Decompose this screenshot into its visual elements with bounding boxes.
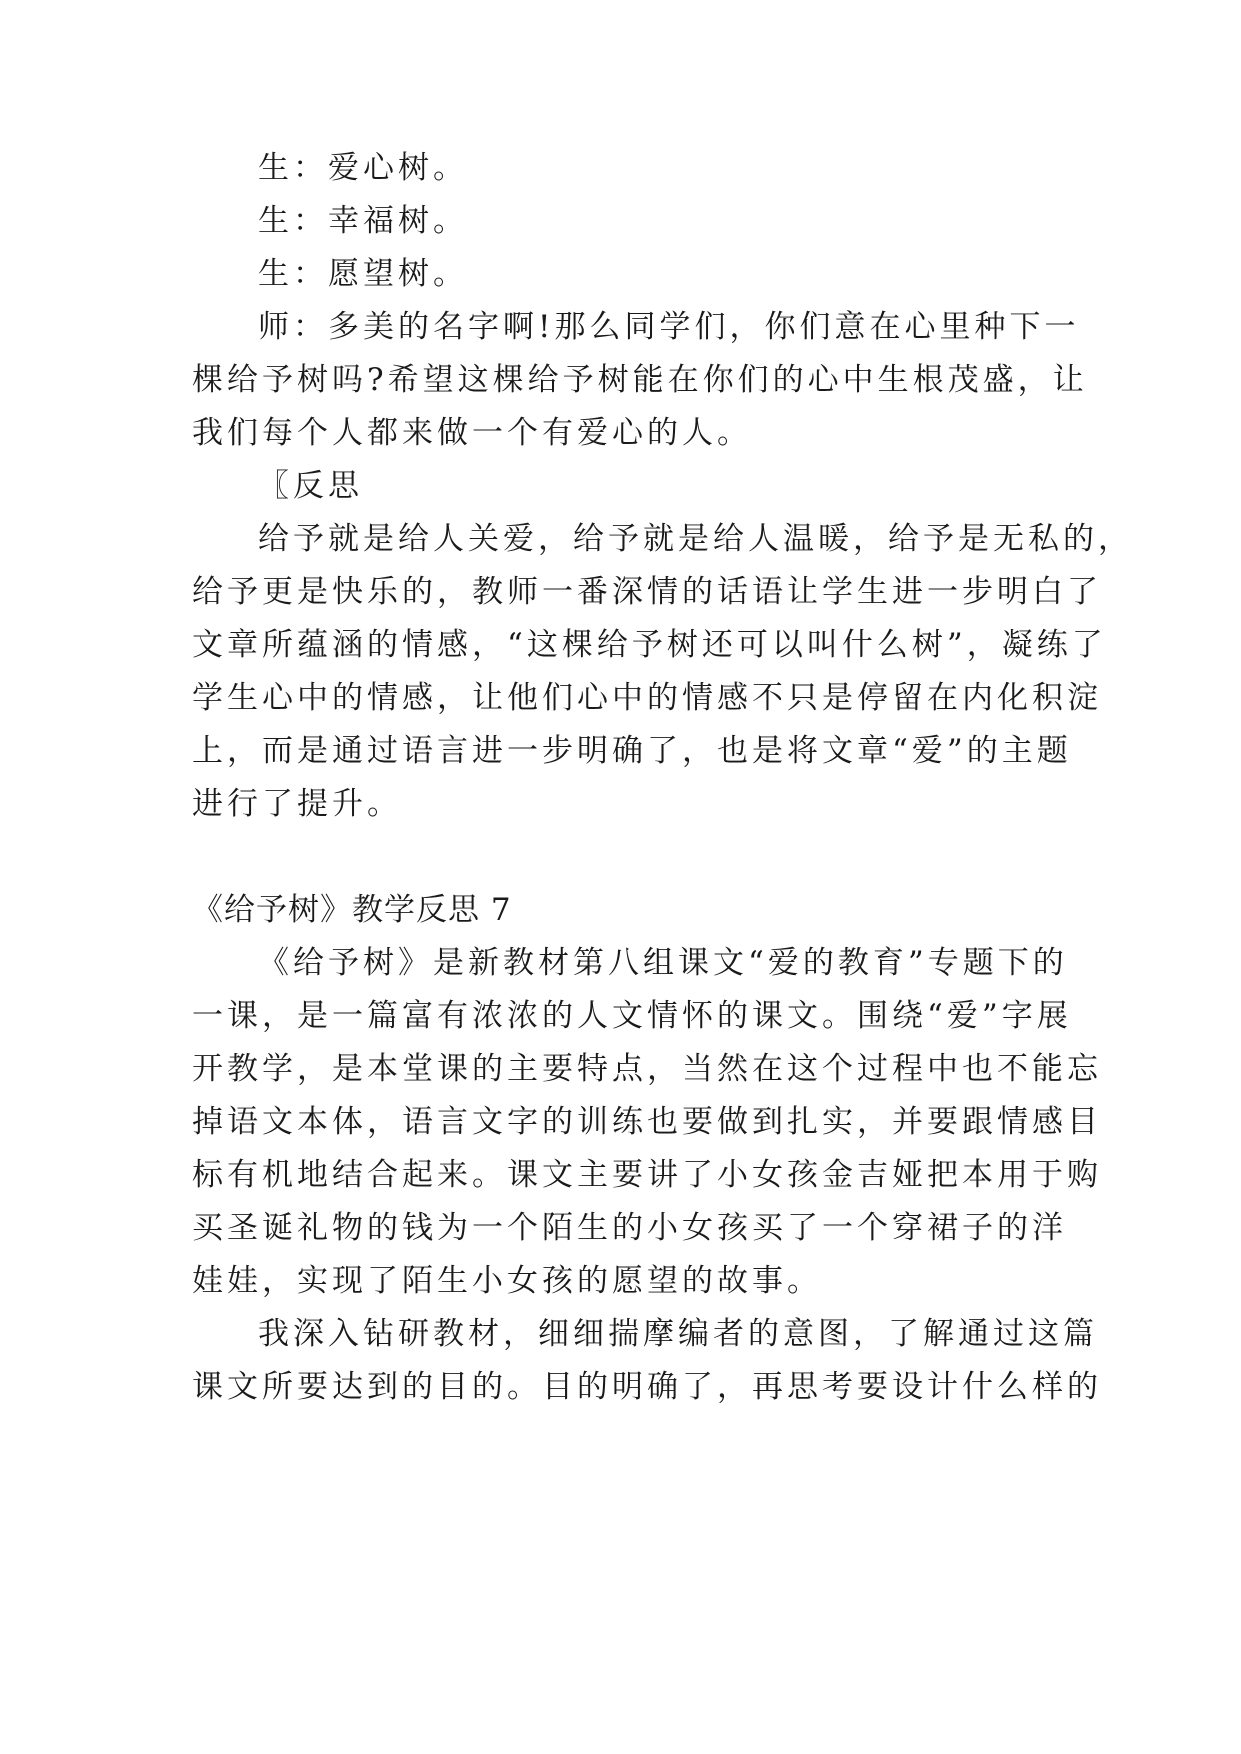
paragraph-line: 给予更是快乐的，教师一番深情的话语让学生进一步明白了 [192,574,1102,610]
dialogue-line: 生：爱心树。 [258,150,468,186]
paragraph-line: 一课，是一篇富有浓浓的人文情怀的课文。围绕“爱”字展 [192,998,1072,1034]
paragraph-line: 文章所蕴涵的情感，“这棵给予树还可以叫什么树”，凝练了 [192,627,1107,663]
paragraph-line: 进行了提升。 [192,786,402,822]
paragraph-line: 我们每个人都来做一个有爱心的人。 [192,415,752,451]
paragraph-line: 买圣诞礼物的钱为一个陌生的小女孩买了一个穿裙子的洋 [192,1210,1067,1246]
dialogue-line: 生：愿望树。 [258,256,468,292]
paragraph-line: 师：多美的名字啊!那么同学们，你们意在心里种下一 [258,309,1080,345]
paragraph-line: 我深入钻研教材，细细揣摩编者的意图，了解通过这篇 [258,1316,1098,1352]
dialogue-line: 生：幸福树。 [258,203,468,239]
paragraph-line: 课文所要达到的目的。目的明确了，再思考要设计什么样的 [192,1369,1102,1405]
paragraph-line: 棵给予树吗?希望这棵给予树能在你们的心中生根茂盛，让 [192,362,1088,398]
section-label: 〖反思 [258,468,363,504]
section-heading: 《给予树》教学反思 7 [192,892,512,928]
paragraph-line: 掉语文本体，语言文字的训练也要做到扎实，并要跟情感目 [192,1104,1102,1140]
paragraph-line: 上，而是通过语言进一步明确了，也是将文章“爱”的主题 [192,733,1072,769]
paragraph-line: 《给予树》是新教材第八组课文“爱的教育”专题下的 [258,945,1068,981]
paragraph-line: 标有机地结合起来。课文主要讲了小女孩金吉娅把本用于购 [192,1157,1102,1193]
paragraph-line: 给予就是给人关爱，给予就是给人温暖，给予是无私的， [258,521,1133,557]
paragraph-line: 学生心中的情感，让他们心中的情感不只是停留在内化积淀 [192,680,1102,716]
paragraph-line: 开教学，是本堂课的主要特点，当然在这个过程中也不能忘 [192,1051,1102,1087]
paragraph-line: 娃娃，实现了陌生小女孩的愿望的故事。 [192,1263,822,1299]
